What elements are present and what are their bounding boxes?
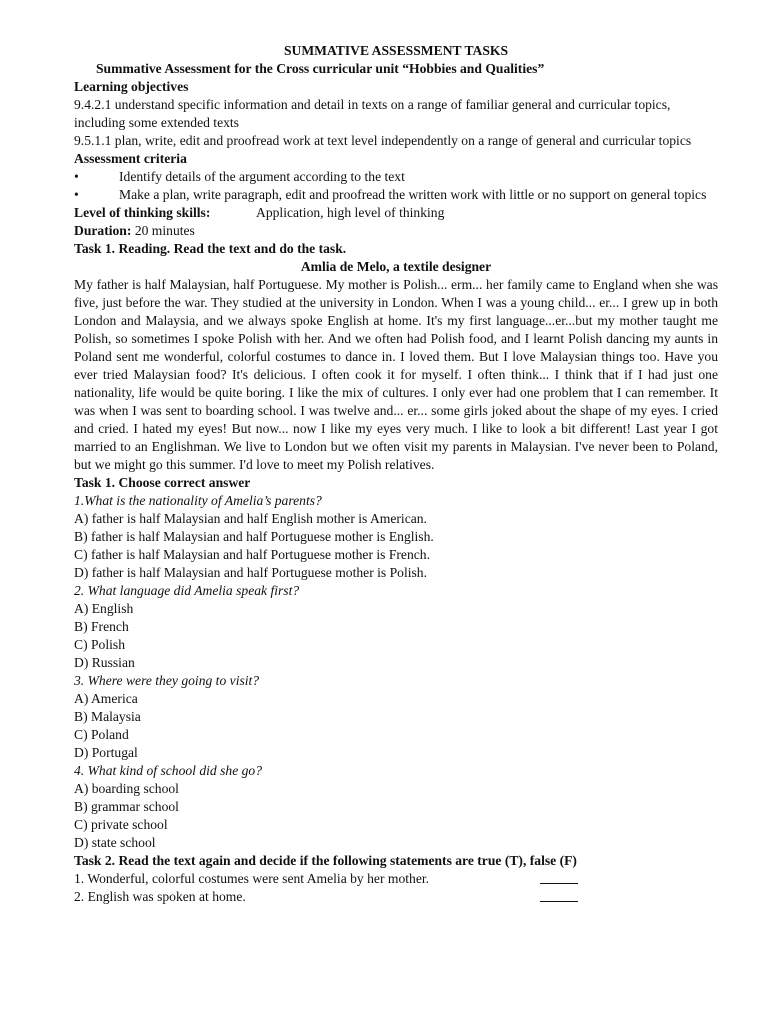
criteria-heading: Assessment criteria xyxy=(74,151,187,166)
statement-row xyxy=(74,870,718,888)
objectives-heading: Learning objectives xyxy=(74,79,189,94)
task1-reading-heading: Task 1. Reading. Read the text and do the task. xyxy=(74,241,347,256)
answer-option[interactable]: D) father is half Malaysian and half Portuguese mother is Polish. xyxy=(74,565,427,580)
answer-option[interactable]: C) private school xyxy=(74,817,168,832)
answer-option[interactable]: A) father is half Malaysian and half English mother is American. xyxy=(74,511,427,526)
question-text: 3. Where were they going to visit? xyxy=(74,673,260,688)
answer-option[interactable]: D) state school xyxy=(74,835,156,850)
duration-label: Duration: xyxy=(74,223,132,238)
objective-item: 9.4.2.1 understand specific information and detail in texts on a range of familiar general and curricular topics, including some extended texts xyxy=(74,97,671,130)
answer-option[interactable]: A) boarding school xyxy=(74,781,179,796)
question-block xyxy=(74,762,718,852)
answer-option[interactable]: C) father is half Malaysian and half Portuguese mother is French. xyxy=(74,547,430,562)
bullet-icon: • xyxy=(74,187,79,202)
reading-passage: My father is half Malaysian, half Portuguese. My mother is Polish... erm... her family came to England when she was five, just before the war. They studied at the university in London. When I was a young child... er... I grew up in both London and Malaysia, and we always spoke English at home. It's my first language...er...but my mother taught me Polish, so sometimes I spoke Polish with her. And we often had Polish food, and I learnt Polish dancing my aunts in Poland sent me wonderful, colorful costumes to dance in. I loved them. But I love Malaysian things too. Have you ever tried Malaysian food? It's delicious. I often cook it for myself. I often think... I think that if I had just one nationality, life would be quite boring. I like the mix of cultures. I only ever had one problem that I can remember. It was when I was sent to boarding school. I was twelve and... er... some girls joked about the shape of my eyes. I cried and cried. I hated my eyes! But now... now I like my eyes very much. I like to look a bit different! Last year I got married to an Englishman. We live to London but we often visit my parents in Malaysian. I've never been to Poland, but we might go this summer. I'd love to meet my Polish relatives. xyxy=(74,277,718,472)
answer-option[interactable]: C) Poland xyxy=(74,727,129,742)
answer-option[interactable]: B) Malaysia xyxy=(74,709,141,724)
statement-row xyxy=(74,888,718,906)
question-text: 1.What is the nationality of Amelia’s parents? xyxy=(74,493,322,508)
page-subtitle: Summative Assessment for the Cross curricular unit “Hobbies and Qualities” xyxy=(96,61,545,76)
statement-text: 1. Wonderful, colorful costumes were sent Amelia by her mother. xyxy=(74,871,430,886)
answer-blank[interactable] xyxy=(540,870,578,884)
answer-option[interactable]: A) America xyxy=(74,691,138,706)
answer-option[interactable]: B) father is half Malaysian and half Portuguese mother is English. xyxy=(74,529,434,544)
duration-value: 20 minutes xyxy=(134,223,195,238)
question-block xyxy=(74,582,718,672)
question-block xyxy=(74,492,718,582)
task1-choose-heading: Task 1. Choose correct answer xyxy=(74,475,251,490)
text-title: Amlia de Melo, a textile designer xyxy=(300,259,492,274)
thinking-skills-value: Application, high level of thinking xyxy=(256,205,445,220)
task2-heading: Task 2. Read the text again and decide if the following statements are true (T), false (F) xyxy=(74,853,577,868)
thinking-skills-label: Level of thinking skills: xyxy=(74,205,211,220)
statement-text: 2. English was spoken at home. xyxy=(74,889,246,904)
question-block xyxy=(74,672,718,762)
answer-option[interactable]: A) English xyxy=(74,601,134,616)
answer-option[interactable]: B) grammar school xyxy=(74,799,179,814)
criteria-item-text: Make a plan, write paragraph, edit and proofread the written work with little or no support on general topics xyxy=(119,187,707,202)
answer-option[interactable]: C) Polish xyxy=(74,637,125,652)
duration-row xyxy=(74,222,718,240)
answer-option[interactable]: D) Portugal xyxy=(74,745,138,760)
answer-blank[interactable] xyxy=(540,888,578,902)
answer-option[interactable]: D) Russian xyxy=(74,655,135,670)
bullet-icon: • xyxy=(74,169,79,184)
page-title: SUMMATIVE ASSESSMENT TASKS xyxy=(283,43,509,58)
criteria-item-text: Identify details of the argument according to the text xyxy=(119,169,405,184)
criteria-item xyxy=(74,186,718,204)
thinking-skills-row xyxy=(74,204,718,222)
answer-option[interactable]: B) French xyxy=(74,619,129,634)
question-text: 2. What language did Amelia speak first? xyxy=(74,583,300,598)
question-text: 4. What kind of school did she go? xyxy=(74,763,263,778)
objective-item: 9.5.1.1 plan, write, edit and proofread work at text level independently on a range of general and curricular topics xyxy=(74,133,692,148)
criteria-item xyxy=(74,168,718,186)
